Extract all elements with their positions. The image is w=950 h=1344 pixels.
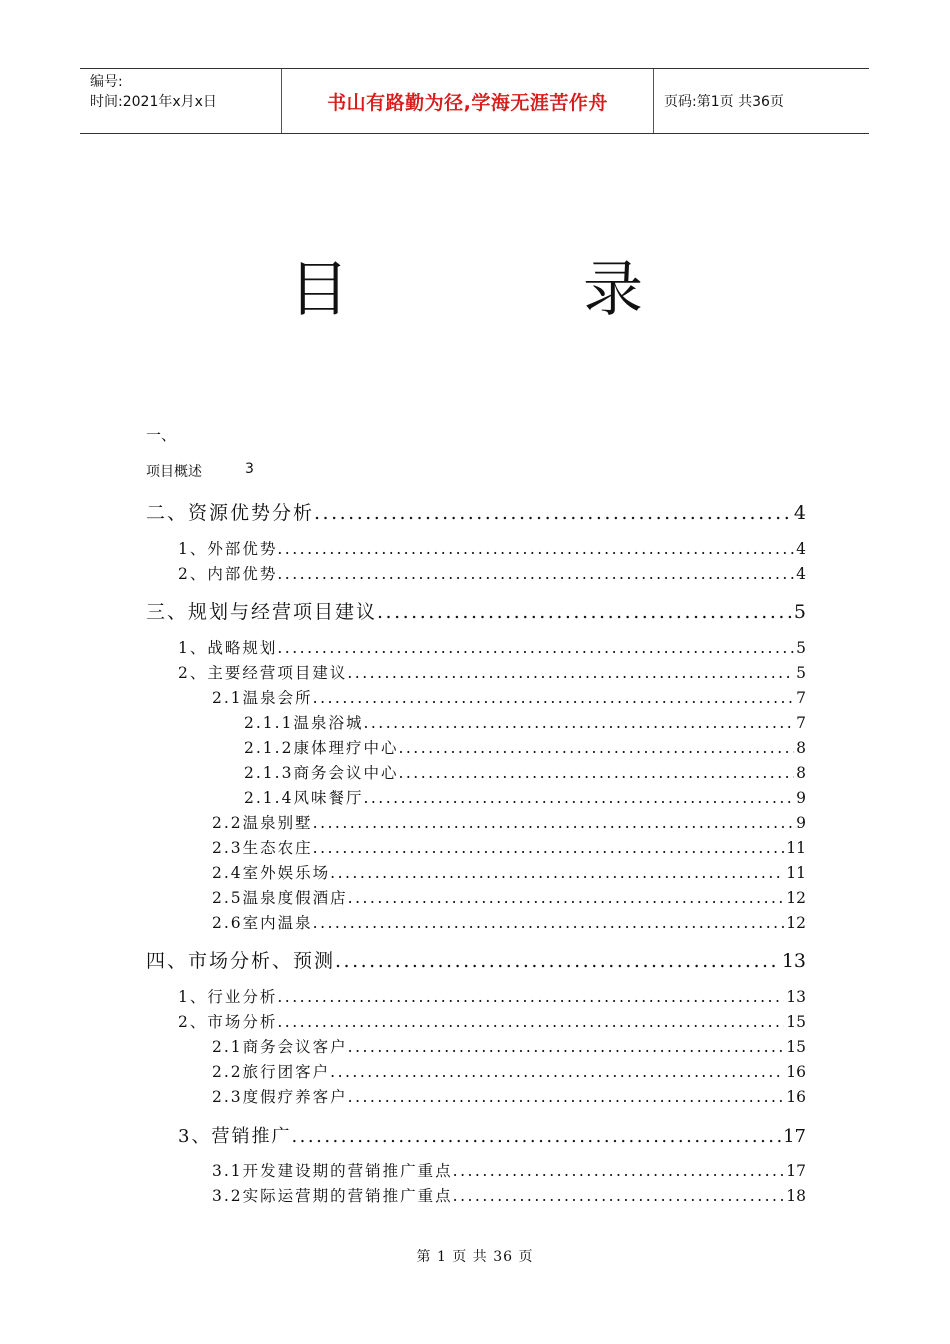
toc-entry[interactable] xyxy=(178,1122,806,1148)
toc-leader xyxy=(453,1187,785,1205)
toc-entry-title: 2.3度假疗养客户 xyxy=(212,1088,348,1106)
toc-entry-title: 2.5温泉度假酒店 xyxy=(212,889,348,907)
toc-entry[interactable] xyxy=(146,597,806,624)
toc-entry-page: 16 xyxy=(786,1088,806,1106)
page-footer: 第 1 页 共 36 页 xyxy=(416,1249,534,1265)
toc-entry-page: 8 xyxy=(796,739,806,757)
toc-entry[interactable] xyxy=(146,498,806,525)
header-meta xyxy=(80,69,282,133)
toc-entry[interactable] xyxy=(212,1035,806,1057)
toc-leader xyxy=(291,1126,781,1147)
toc-entry[interactable] xyxy=(178,985,806,1007)
toc-entry-page: 9 xyxy=(796,789,806,807)
toc-entry-title: 2.1.4风味餐厅 xyxy=(244,789,364,807)
toc-entry-page: 17 xyxy=(783,1126,806,1147)
toc-entry-title: 1、行业分析 xyxy=(178,988,278,1006)
toc-entry-title: 3.2实际运营期的营销推广重点 xyxy=(212,1187,453,1205)
toc-entry-title: 2、内部优势 xyxy=(178,565,278,583)
toc-entry-title: 2.1温泉会所 xyxy=(212,689,313,707)
page-title xyxy=(0,254,950,334)
toc-entry-page: 11 xyxy=(786,839,806,857)
toc-entry-title: 2.1商务会议客户 xyxy=(212,1038,348,1056)
toc-entry-page: 13 xyxy=(781,950,806,972)
number-label: 编号: xyxy=(90,74,123,90)
toc-entry[interactable] xyxy=(178,661,806,683)
toc-leader xyxy=(348,889,785,907)
toc-entry[interactable] xyxy=(212,911,806,933)
toc-leader xyxy=(313,689,794,707)
toc-leader xyxy=(277,565,794,583)
toc-leader xyxy=(313,839,785,857)
toc-section-1-head: 一、 xyxy=(146,426,177,444)
toc-entry-title: 二、资源优势分析 xyxy=(146,502,315,524)
toc-entry[interactable] xyxy=(146,946,806,973)
toc-entry-page: 4 xyxy=(796,540,806,558)
toc-entry[interactable] xyxy=(212,1159,806,1181)
title-char-2: 录 xyxy=(583,255,643,325)
toc-entry-page: 8 xyxy=(796,764,806,782)
toc-leader xyxy=(363,789,794,807)
toc-entry[interactable] xyxy=(212,1184,806,1206)
toc-entry-page: 4 xyxy=(793,502,806,524)
toc-entry-title: 2、主要经营项目建议 xyxy=(178,664,348,682)
toc-leader xyxy=(363,714,794,732)
toc-leader xyxy=(398,739,794,757)
toc-entry-title: 2.6室内温泉 xyxy=(212,914,313,932)
toc-leader xyxy=(313,914,785,932)
toc-entry[interactable] xyxy=(178,1010,806,1032)
header-page-info: 页码:第1页 共36页 xyxy=(664,94,784,110)
toc-entry-page: 12 xyxy=(786,914,806,932)
toc-leader xyxy=(377,601,792,623)
toc-entry-page: 9 xyxy=(796,814,806,832)
toc-entry-page: 18 xyxy=(786,1187,806,1205)
toc-entry-title: 2.3生态农庄 xyxy=(212,839,313,857)
toc-entry-page: 5 xyxy=(793,601,806,623)
toc-leader xyxy=(347,664,794,682)
toc-entry-title: 2.2温泉别墅 xyxy=(212,814,313,832)
toc-leader xyxy=(348,1088,785,1106)
toc-entry-page: 5 xyxy=(796,664,806,682)
toc-entry[interactable] xyxy=(244,761,806,783)
toc-leader xyxy=(277,1013,784,1031)
toc-entry-page: 16 xyxy=(786,1063,806,1081)
toc-entry-title: 2.4室外娱乐场 xyxy=(212,864,331,882)
header-motto: 书山有路勤为径,学海无涯苦作舟 xyxy=(282,69,654,133)
toc-leader xyxy=(313,814,794,832)
title-char-1: 目 xyxy=(289,255,349,325)
toc-entry-title: 1、战略规划 xyxy=(178,639,278,657)
toc-entry-page: 5 xyxy=(796,639,806,657)
toc-entry-page: 15 xyxy=(786,1013,806,1031)
toc-entry[interactable] xyxy=(212,1060,806,1082)
toc-leader xyxy=(277,988,784,1006)
toc-entry[interactable] xyxy=(212,886,806,908)
toc-entry-page: 11 xyxy=(786,864,806,882)
toc-entry-title: 四、市场分析、预测 xyxy=(146,950,336,972)
toc-entry-page: 17 xyxy=(786,1162,806,1180)
toc-entry-title: 三、规划与经营项目建议 xyxy=(146,601,378,623)
toc-leader xyxy=(330,864,784,882)
toc-entry-title: 3.1开发建设期的营销推广重点 xyxy=(212,1162,453,1180)
toc-section-1-page: 3 xyxy=(245,461,254,477)
toc-leader xyxy=(277,540,794,558)
toc-leader xyxy=(314,502,792,524)
toc-leader xyxy=(348,1038,785,1056)
toc-entry[interactable] xyxy=(212,686,806,708)
toc-entry[interactable] xyxy=(212,811,806,833)
toc-section-1-title: 项目概述 xyxy=(146,464,202,480)
toc-entry[interactable] xyxy=(212,1085,806,1107)
toc-entry-title: 2.1.1温泉浴城 xyxy=(244,714,364,732)
toc-entry-title: 1、外部优势 xyxy=(178,540,278,558)
toc-entry[interactable] xyxy=(212,861,806,883)
toc-entry-title: 3、营销推广 xyxy=(178,1126,292,1147)
toc-entry[interactable] xyxy=(178,562,806,584)
page-header xyxy=(80,68,869,134)
toc-entry[interactable] xyxy=(244,711,806,733)
toc-entry[interactable] xyxy=(212,836,806,858)
toc-entry[interactable] xyxy=(244,786,806,808)
toc-leader xyxy=(398,764,794,782)
toc-entry-page: 12 xyxy=(786,889,806,907)
toc-entry[interactable] xyxy=(178,537,806,559)
toc-entry-page: 4 xyxy=(796,565,806,583)
toc-leader xyxy=(330,1063,784,1081)
toc-entry-page: 7 xyxy=(796,714,806,732)
time-label: 时间:2021年x月x日 xyxy=(90,94,217,110)
toc-entry-page: 7 xyxy=(796,689,806,707)
toc-entry-page: 13 xyxy=(786,988,806,1006)
toc-entry-title: 2.2旅行团客户 xyxy=(212,1063,331,1081)
toc-leader xyxy=(335,950,780,972)
toc-leader xyxy=(453,1162,785,1180)
toc-leader xyxy=(277,639,794,657)
toc-entry[interactable] xyxy=(244,736,806,758)
toc-entry[interactable] xyxy=(178,636,806,658)
toc-entry-title: 2.1.2康体理疗中心 xyxy=(244,739,399,757)
toc-entry-page: 15 xyxy=(786,1038,806,1056)
toc-entry-title: 2、市场分析 xyxy=(178,1013,278,1031)
toc-entry-title: 2.1.3商务会议中心 xyxy=(244,764,399,782)
